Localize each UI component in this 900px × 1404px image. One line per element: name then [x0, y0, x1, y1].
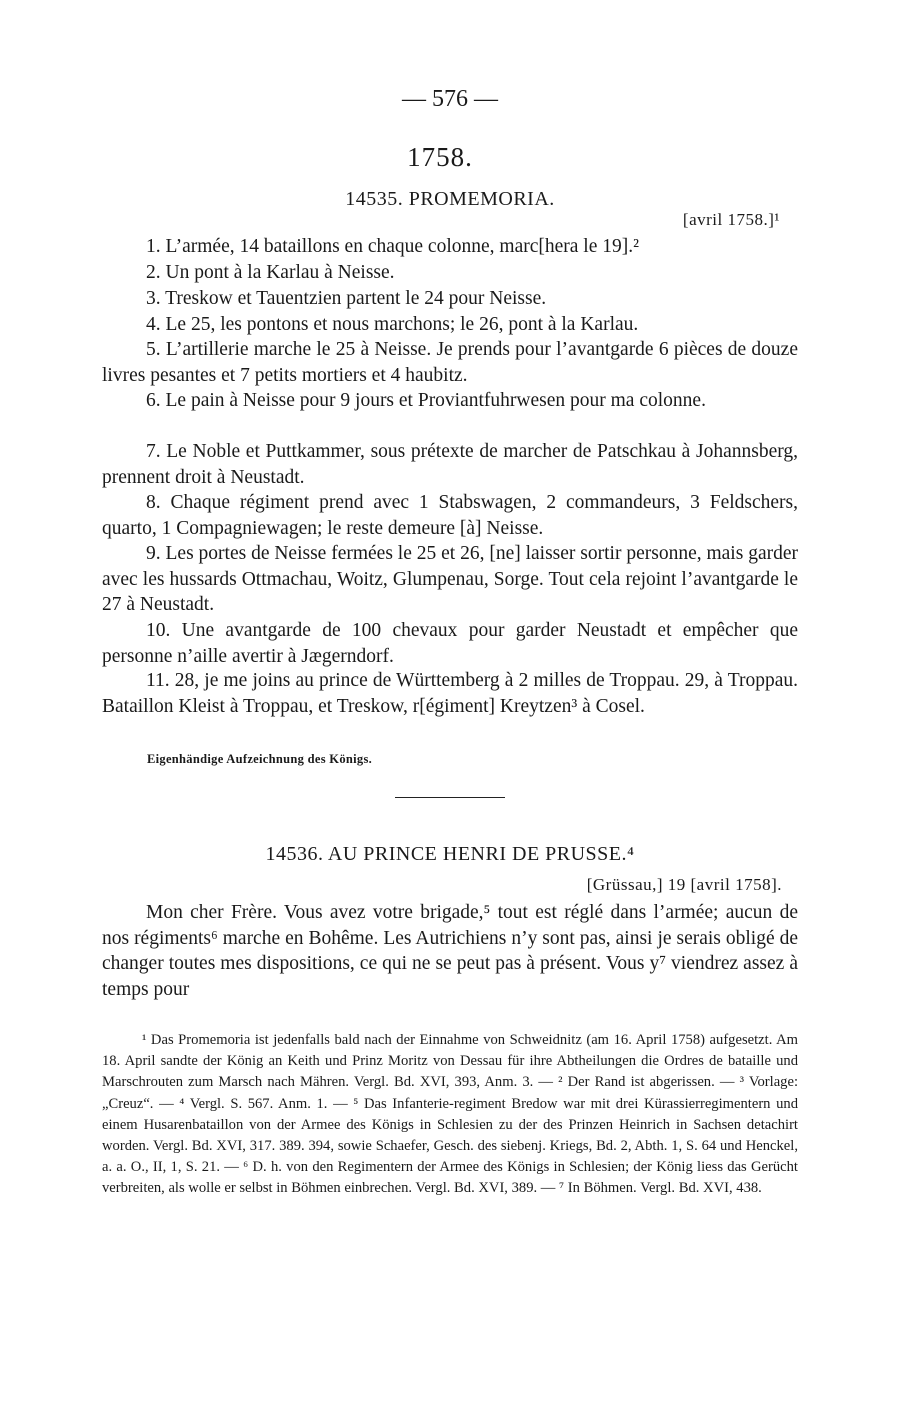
list-item: 3. Treskow et Tauentzien partent le 24 pour Neisse. — [146, 288, 547, 309]
list-item: 11. 28, je me joins au prince de Württemberg à 2 milles de Troppau. 29, à Troppau. Bataillon Kleist à Troppau, et Treskow, r[égiment] Kreytzen³ à Cosel. — [102, 670, 798, 717]
footnotes — [102, 1030, 798, 1200]
list-item: 6. Le pain à Neisse pour 9 jours et Proviantfuhrwesen pour ma colonne. — [146, 390, 706, 411]
list-item: 10. Une avantgarde de 100 chevaux pour garder Neustadt et empêcher que personne n’aille avertir à Jægerndorf. — [102, 620, 798, 667]
page-number: — 576 — — [402, 86, 498, 112]
dateline-promemoria: [avril 1758.]¹ — [682, 210, 780, 229]
list-item: 8. Chaque régiment prend avec 1 Stabswagen, 2 commandeurs, 3 Feldschers, quarto, 1 Compagniewagen; le reste demeure [à] Neisse. — [102, 492, 798, 539]
list-item: 5. L’artillerie marche le 25 à Neisse. Je prends pour l’avantgarde 6 pièces de douze livres pesantes et 7 petits mortiers et 4 haubitz. — [102, 339, 798, 386]
document-heading-letter: 14536. AU PRINCE HENRI DE PRUSSE.⁴ — [265, 843, 635, 865]
footnote-text: ¹ Das Promemoria ist jedenfalls bald nach der Einnahme von Schweidnitz (am 16. April 1758) aufgesetzt. Am 18. April sandte der König an Keith und Prinz Moritz von Dessau für ihre Abtheilungen die Ordres de bataille und Marschrouten zum Marsch nach Mähren. Vergl. Bd. XVI, 393, Anm. 3. — ² Der Rand ist abgerissen. — ³ Vorlage: „Creuz“. — ⁴ Vergl. S. 567. Anm. 1. — ⁵ Das Infanterie-regiment Bredow war mit drei Kürassierregimentern und einem Husarenbataillon von der Armee des Königs in Schlesien zu der des Prinzen Heinrich in Sachsen detachirt worden. Vergl. Bd. XVI, 317. 389. 394, sowie Schaefer, Gesch. des siebenj. Kriegs, Bd. 2, Abth. 1, S. 64 und Henckel, a. a. O., II, 1, S. 21. — ⁶ D. h. von den Regimentern der Armee des Königs in Schlesien; der König liess das Gerücht verbreiten, als wolle er selbst in Böhmen einbrechen. Vergl. Bd. XVI, 389. — ⁷ In Böhmen. Vergl. Bd. XVI, 438. — [102, 1032, 798, 1197]
list-item: 4. Le 25, les pontons et nous marchons; le 26, pont à la Karlau. — [146, 314, 639, 335]
document-heading-promemoria: 14535. PROMEMORIA. — [345, 188, 555, 210]
dateline-letter: [Grüssau,] 19 [avril 1758]. — [586, 875, 782, 894]
letter-body: Mon cher Frère. Vous avez votre brigade,⁵ tout est réglé dans l’armée; aucun de nos régiments⁶ marche en Bohême. Les Autrichiens n’y sont pas, ainsi je serais obligé de changer toutes mes dispositions, ce qui ne se peut pas à présent. Vous y⁷ viendrez assez à temps pour — [102, 902, 798, 1000]
source-note: Eigenhändige Aufzeichnung des Königs. — [147, 752, 373, 766]
list-item: 1. L’armée, 14 bataillons en chaque colonne, marc[hera le 19].² — [146, 236, 639, 257]
list-item: 7. Le Noble et Puttkammer, sous prétexte de marcher de Patschkau à Johannsberg, prennent droit à Neustadt. — [102, 441, 798, 488]
year-heading: 1758. — [407, 142, 473, 172]
list-item: 9. Les portes de Neisse fermées le 25 et 26, [ne] laisser sortir personne, mais garder avec les hussards Ottmachau, Woitz, Glumpenau, Sorge. Tout cela rejoint l’avantgarde le 27 à Neustadt. — [102, 543, 798, 615]
section-divider — [395, 797, 505, 798]
list-item: 2. Un pont à la Karlau à Neisse. — [146, 262, 395, 283]
